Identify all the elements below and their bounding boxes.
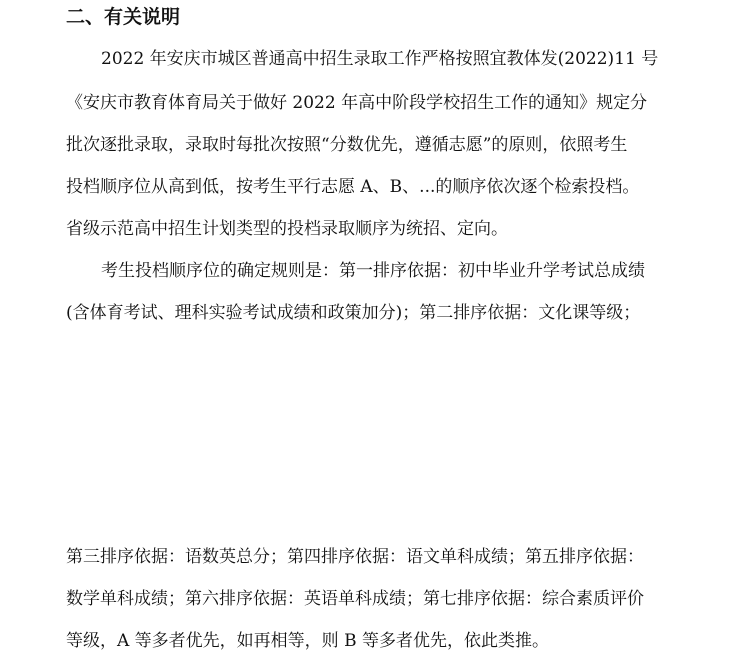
paragraph-line: 2022 年安庆市城区普通高中招生录取工作严格按照宜教体发(2022)11 号 — [101, 49, 659, 69]
paragraph-line: (含体育考试、理科实验考试成绩和政策加分)；第二排序依据：文化课等级； — [66, 303, 641, 323]
paragraph-line: 考生投档顺序位的确定规则是：第一排序依据：初中毕业升学考试总成绩 — [101, 261, 645, 281]
paragraph-line: 投档顺序位从高到低，按考生平行志愿 A、B、...的顺序依次逐个检索投档。 — [66, 177, 640, 197]
paragraph-line: 第三排序依据：语数英总分；第四排序依据：语文单科成绩；第五排序依据： — [66, 547, 644, 567]
paragraph-line: 批次逐批录取，录取时每批次按照“分数优先，遵循志愿”的原则，依照考生 — [66, 135, 628, 155]
paragraph-line: 等级，A 等多者优先，如再相等，则 B 等多者优先，依此类推。 — [66, 631, 549, 651]
paragraph-line: 省级示范高中招生计划类型的投档录取顺序为统招、定向。 — [66, 219, 508, 239]
section-heading: 二、有关说明 — [66, 6, 181, 28]
paragraph-line: 数学单科成绩；第六排序依据：英语单科成绩；第七排序依据：综合素质评价 — [66, 589, 644, 609]
paragraph-line: 《安庆市教育体育局关于做好 2022 年高中阶段学校招生工作的通知》规定分 — [66, 93, 648, 113]
